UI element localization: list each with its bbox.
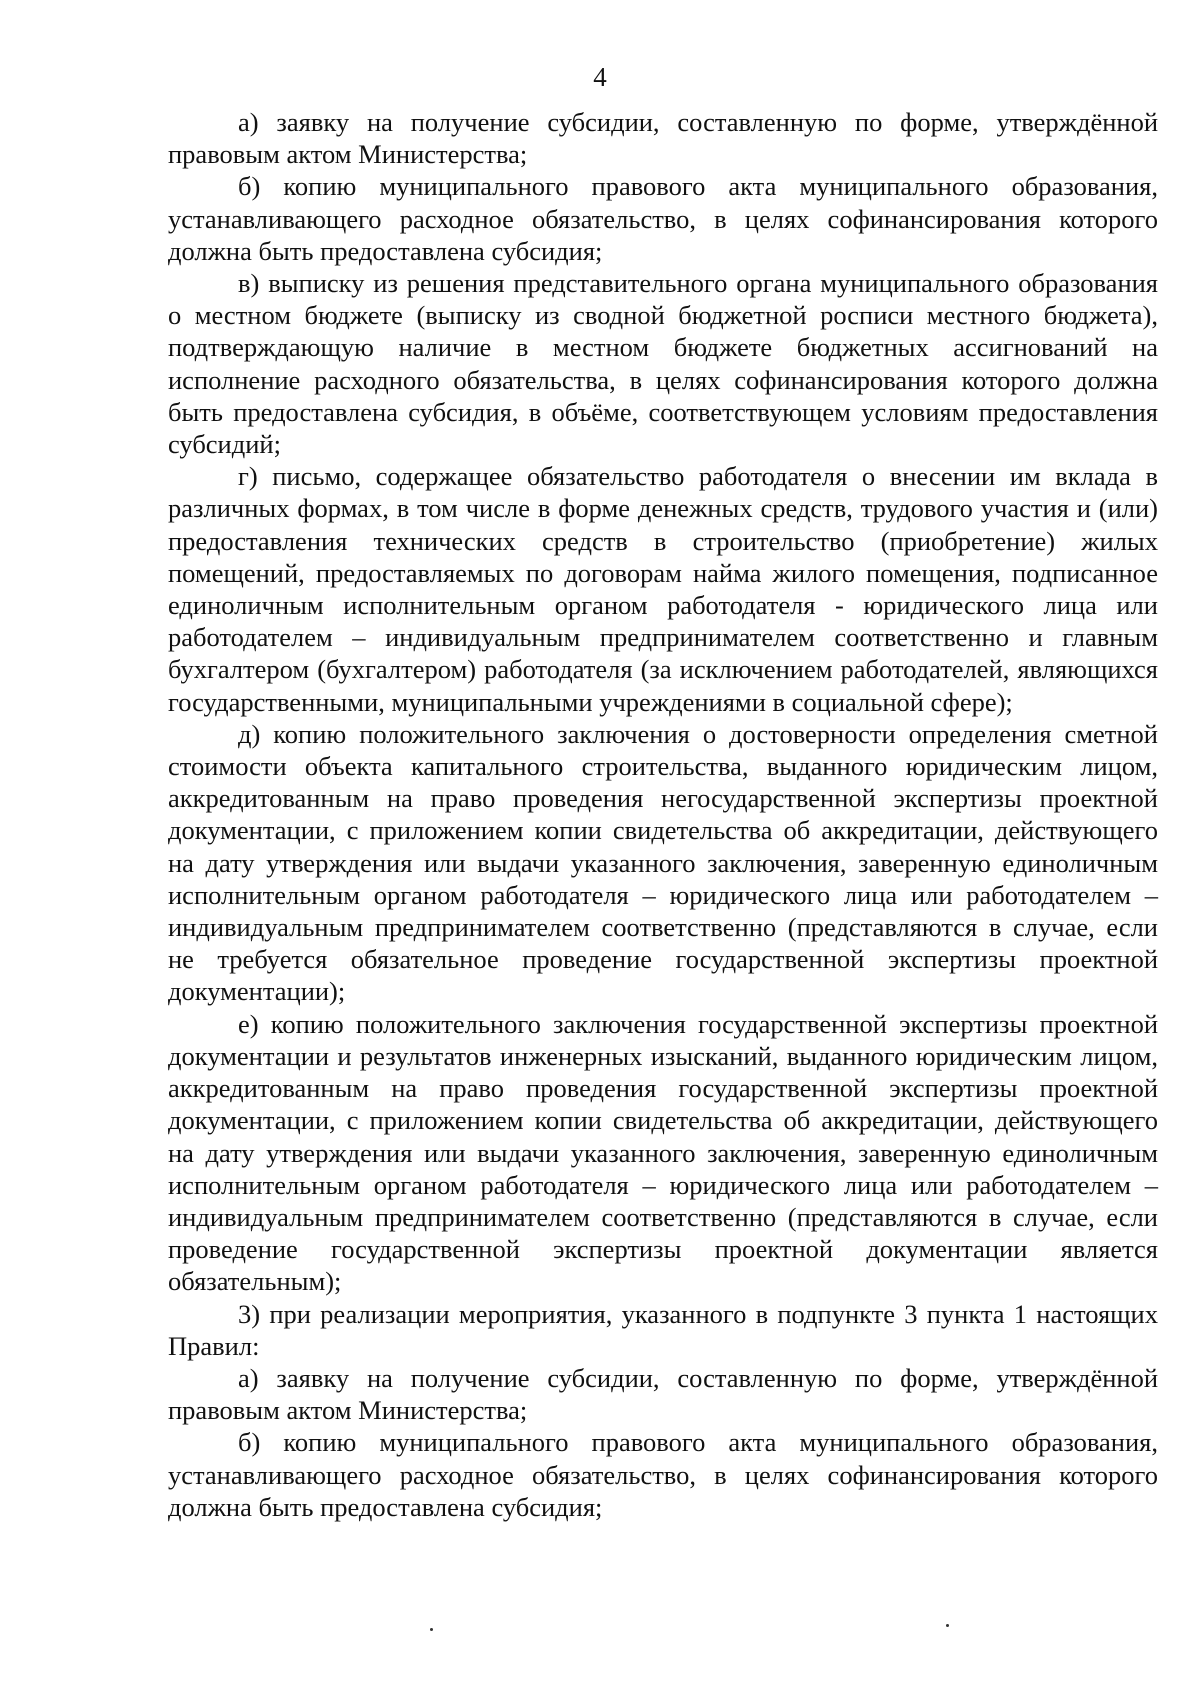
- paragraph-b-municipal-act: б) копию муниципального правового акта муниципального образования, устанавливающего расходное обязательство, в целях софинансирования которого должна быть предоставлена субсидия;: [168, 171, 1158, 266]
- paragraph-e-state-expertise-conclusion: е) копию положительного заключения государственной экспертизы проектной документации и результатов инженерных изысканий, выданного юридическим лицом, аккредитованным на право проведения государственной экспертизы проектной документации, с приложением копии свидетельства об аккредитации, действующего на дату утверждения или выдачи указанного заключения, заверенную единоличным исполнительным органом работодателя – юридического лица или работодателем – индивидуальным предпринимателем соответственно (представляются в случае, если проведение государственной экспертизы проектной документации является обязательным);: [168, 1008, 1158, 1297]
- paragraph-a-application-repeat: а) заявку на получение субсидии, составленную по форме, утверждённой правовым актом Министерства;: [168, 1362, 1158, 1426]
- scan-speck: [430, 1628, 433, 1631]
- paragraph-a-application: а) заявку на получение субсидии, составленную по форме, утверждённой правовым актом Министерства;: [168, 107, 1158, 170]
- paragraph-b-municipal-act-repeat: б) копию муниципального правового акта муниципального образования, устанавливающего расходное обязательство, в целях софинансирования которого должна быть предоставлена субсидия;: [168, 1427, 1158, 1522]
- paragraph-3-measure-implementation: 3) при реализации мероприятия, указанного в подпункте 3 пункта 1 настоящих Правил:: [168, 1298, 1158, 1361]
- paragraph-v-budget-extract: в) выписку из решения представительного органа муниципального образования о местном бюджете (выписку из сводной бюджетной росписи местного бюджета), подтверждающую наличие в местном бюджете бюджетных ассигнований на исполнение расходного обязательства, в целях софинансирования которого должна быть предоставлена субсидия, в объёме, соответствующем условиям предоставления субсидий;: [168, 268, 1158, 460]
- document-body: [168, 106, 1158, 1523]
- page-number: 4: [593, 62, 607, 92]
- paragraph-d-cost-estimate-conclusion: д) копию положительного заключения о достоверности определения сметной стоимости объекта капитального строительства, выданного юридическим лицом, аккредитованным на право проведения негосударственной экспертизы проектной документации, с приложением копии свидетельства об аккредитации, действующего на дату утверждения или выдачи указанного заключения, заверенную единоличным исполнительным органом работодателя – юридического лица или работодателем – индивидуальным предпринимателем соответственно (представляются в случае, если не требуется обязательное проведение государственной экспертизы проектной документации);: [168, 718, 1158, 1007]
- scan-speck: [946, 1624, 949, 1627]
- paragraph-g-employer-letter: г) письмо, содержащее обязательство работодателя о внесении им вклада в различных формах, в том числе в форме денежных средств, трудового участия и (или) предоставления технических средств в строительство (приобретение) жилых помещений, предоставляемых по договорам найма жилого помещения, подписанное единоличным исполнительным органом работодателя - юридического лица или работодателем – индивидуальным предпринимателем соответственно и главным бухгалтером (бухгалтером) работодателя (за исключением работодателей, являющихся государственными, муниципальными учреждениями в социальной сфере);: [168, 461, 1158, 717]
